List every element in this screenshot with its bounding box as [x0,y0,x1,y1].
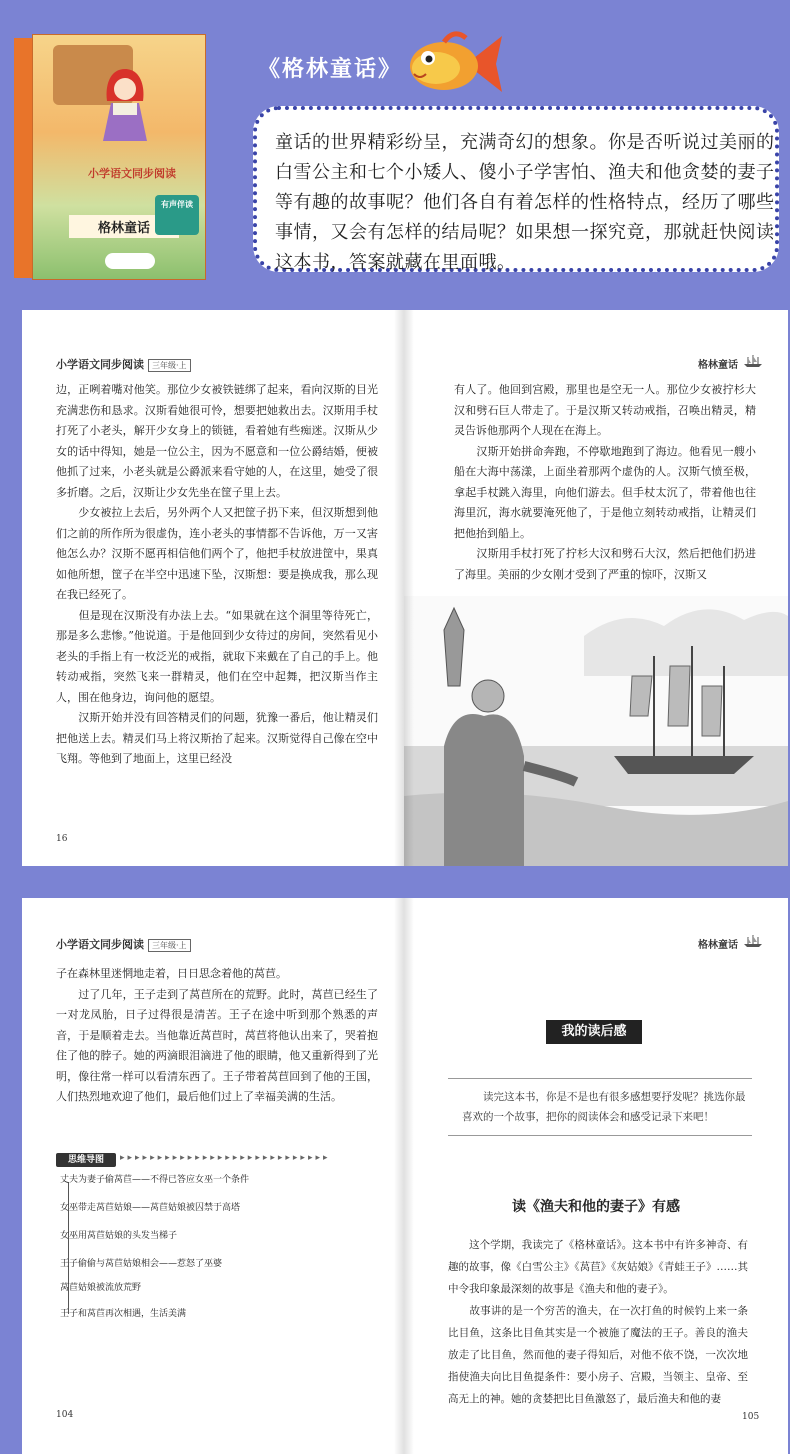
intro-speech-bubble [253,106,779,272]
mindmap-title: 思维导图 [56,1153,116,1167]
running-head-left [56,356,191,372]
ship-icon [742,354,764,368]
right-page-text [454,380,756,585]
grade-badge: 三年级·上 [148,939,191,952]
intro-text: 童话的世界精彩纷呈，充满奇幻的想象。你是否听说过美丽的白雪公主和七个小矮人、傻小子学害怕、渔夫和他贪婪的妻子等有趣的故事呢？他们各自有着怎样的性格特点，经历了哪些事情，又会有怎样的结局呢？如果想一探究竟，那就赶快阅读这本书，答案就藏在里面哦。 [275,132,775,273]
paragraph: 但是现在汉斯没有办法上去。“如果就在这个洞里等待死亡，那是多么悲惨。”他说道。于是他回到少女待过的房间，突然看见小老头的手指上有一枚泛光的戒指，就取下来戴在了自己的手上。他转动戒指，突然飞来一群精灵，他们在空中起舞，把汉斯当作主人，围在他身边，询问他的愿望。 [56,608,378,704]
publisher-logo [105,253,155,269]
book-spread-2 [22,898,788,1454]
mindmap-arrow-decoration: ▸▸▸▸▸▸▸▸▸▸▸▸▸▸▸▸▸▸▸▸▸▸▸▸▸▸▸▸ [120,1153,331,1163]
series-name: 小学语文同步阅读 [56,938,144,951]
book-cover-image [14,34,204,280]
running-head-right: 格林童话 [698,360,738,371]
left-page-text [56,380,378,770]
book-gutter [394,310,414,866]
running-head-left [56,936,191,952]
series-name: 小学语文同步阅读 [56,358,144,371]
paragraph: 这个学期，我读完了《格林童话》。这本书中有许多神奇、有趣的故事，像《白雪公主》《莴苣》《灰姑娘》《青蛙王子》……其中令我印象最深刻的故事是《渔夫和他的妻子》。 [448,1239,748,1295]
page-17 [404,310,788,866]
reading-reflection-banner: 我的读后感 [546,1020,642,1044]
page-16 [22,310,404,866]
paragraph: 少女被拉上去后，另外两个人又把筐子扔下来，但汉斯想到他们之前的所作所为很虚伪，连小老头的事情都不告诉他，万一又害他怎么办？汉斯不愿再相信他们两个了，他把手杖放进筐中，果真如他所想，筐子在半空中迅速下坠，汉斯想：要是换成我，那么现在我已经死了。 [56,506,378,601]
mindmap-item: 王子和莴苣再次相遇，生活美满 [60,1309,187,1319]
book-spine [14,38,32,278]
left-page-text [56,964,378,1108]
paragraph: 汉斯用手杖打死了拧杉大汉和劈石大汉，然后把他们扔进了海里。美丽的少女刚才受到了严重的惊吓，汉斯又 [454,547,756,581]
mindmap-item: 莴苣姑娘被流放荒野 [60,1283,142,1293]
cover-audio-badge: 有声伴读 [155,195,199,235]
mindmap-item: 丈夫为妻子偷莴苣——不得已答应女巫一个条件 [60,1175,250,1185]
page-105 [404,898,788,1454]
book-gutter [394,898,414,1454]
page-number: 104 [56,1410,74,1420]
essay-title: 读《渔夫和他的妻子》有感 [512,1199,680,1215]
reading-prompt-box: 读完这本书，你是不是也有很多感想要抒发呢？挑选你最喜欢的一个故事，把你的阅读体会和感受记录下来吧！ [448,1078,752,1136]
hans-at-sea-illustration [404,596,788,866]
paragraph: 汉斯开始拼命奔跑，不停歇地跑到了海边。他看见一艘小船在大海中荡漾，上面坐着那两个虚伪的人。汉斯气愤至极，拿起手杖跳入海里，向他们游去。但手杖太沉了，带着他也往海里沉，海水就要淹死他了，于是他立刻转动戒指，让精灵们把他抬到船上。 [454,444,756,540]
mindmap-item: 王子偷偷与莴苣姑娘相会——惹怒了巫婆 [60,1259,223,1269]
cover-series-title: 小学语文同步阅读 [88,167,176,180]
paragraph: 边，正咧着嘴对他笑。那位少女被铁链绑了起来，看向汉斯的目光充满悲伤和恳求。汉斯看她很可怜，想要把她救出去。汉斯用手杖打死了小老头，解开少女身上的锁链，看着她有些痴迷。汉斯从少女的话中得知，她是一位公主，因为不愿意和一位公爵结婚，便被他抓了过来，小老头就是公爵派来看守她的人，在这里，她受了很多折磨。之后，汉斯让少女先坐在筐子里上去。 [56,383,378,499]
ship-icon [742,934,764,948]
paragraph: 故事讲的是一个穷苦的渔夫，在一次打鱼的时候钓上来一条比目鱼，这条比目鱼其实是一个被施了魔法的王子。善良的渔夫放走了比目鱼，然而他的妻子得知后，对他不依不饶，一次次地指使渔夫向比目鱼提条件：要小房子、宫殿，当领主、皇帝、至高无上的神。她的贪婪把比目鱼激怒了，最后渔夫和他的妻 [448,1305,748,1405]
page-number: 105 [742,1412,760,1422]
paragraph: 有人了。他回到宫殿，那里也是空无一人。那位少女被拧杉大汉和劈石巨人带走了。于是汉斯又转动戒指，召唤出精灵，精灵告诉他那两个人现在在海上。 [454,383,756,437]
paragraph: 子在森林里迷惘地走着，日日思念着他的莴苣。 [56,967,287,980]
grade-badge: 三年级·上 [148,359,191,372]
paragraph: 过了几年，王子走到了莴苣所在的荒野。此时，莴苣已经生了一对龙凤胎，日子过得很是清苦。王子在途中听到那个熟悉的声音，于是顺着走去。当他靠近莴苣时，莴苣将他认出来了，哭着抱住了他的脖子。她的两滴眼泪滴进了他的眼睛，他又重新得到了光明，像往常一样可以看清东西了。王子带着莴苣回到了他的王国，人们热烈地欢迎了他们，最后他们过上了幸福美满的生活。 [56,987,378,1103]
little-red-riding-hood-illustration [95,65,155,145]
goldfish-icon [404,28,504,100]
book-front-cover [32,34,206,280]
running-head-right: 格林童话 [698,940,738,951]
page-number: 16 [56,834,68,844]
page-104 [22,898,404,1454]
cover-book-title: 格林童话 [69,215,179,238]
paragraph: 汉斯开始并没有回答精灵们的问题，犹豫一番后，他让精灵们把他送上去。精灵们马上将汉斯抬了起来。汉斯觉得自己像在空中飞翔。等他到了地面上，这里已经没 [56,711,378,765]
essay-text [448,1234,748,1410]
mindmap-item: 女巫用莴苣姑娘的头发当梯子 [60,1231,178,1241]
book-title-heading: 《格林童话》 [258,56,403,82]
mindmap-item: 女巫带走莴苣姑娘——莴苣姑娘被囚禁于高塔 [60,1203,241,1213]
book-spread-1 [22,310,788,866]
